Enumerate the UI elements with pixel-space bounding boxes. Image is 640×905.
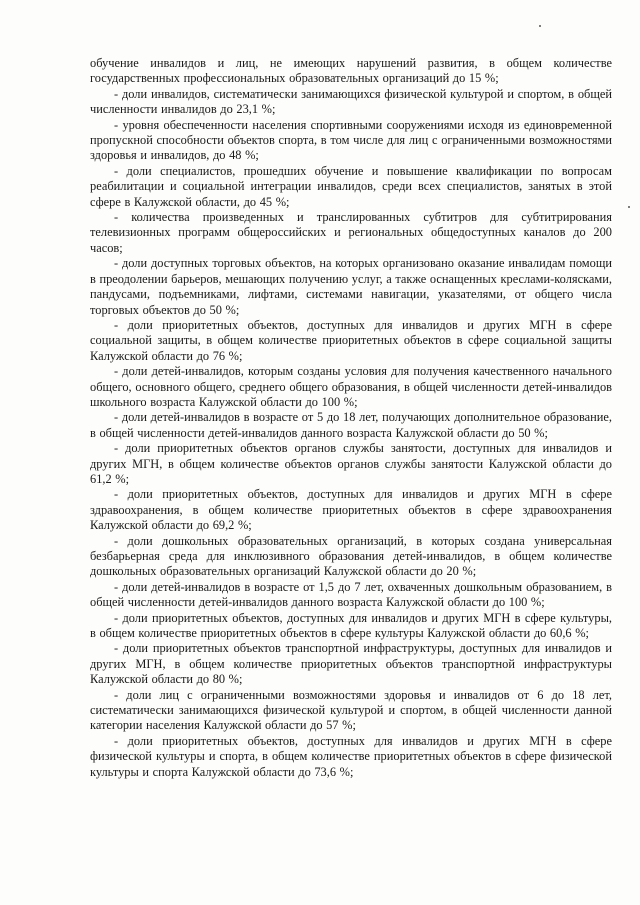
paragraph: - уровня обеспеченности населения спортивными сооружениями исходя из единовременной пропускной способности объектов спорта, в том числе для лиц с ограниченными возможностями здоровья и инвалидов, до 48 %; xyxy=(90,117,612,163)
paragraph: - доли приоритетных объектов, доступных для инвалидов и других МГН в сфере здравоохранения, в общем количестве приоритетных объектов в сфере здравоохранения Калужской области до 69,2 %; xyxy=(90,487,612,533)
paragraph: - количества произведенных и транслированных субтитров для субтитрирования телевизионных программ общероссийских и региональных общедоступных каналов до 200 часов; xyxy=(90,210,612,255)
paragraph: - доли инвалидов, систематически занимающихся физической культурой и спортом, в общей численности инвалидов до 23,1 %; xyxy=(90,86,612,117)
paragraph: - доли приоритетных объектов, доступных для инвалидов и других МГН в сфере физической культуры и спорта, в общем количестве приоритетных объектов в сфере физической культуры и спорта Калужской области до 73,6 %; xyxy=(90,733,612,779)
paragraph: - доли приоритетных объектов, доступных для инвалидов и других МГН в сфере социальной защиты, в общем количестве приоритетных объектов в сфере социальной защиты Калужской области до 76 %; xyxy=(90,317,612,363)
paragraph: - доли дошкольных образовательных организаций, в которых создана универсальная безбарьерная среда для инклюзивного образования детей-инвалидов, в общем количестве дошкольных образовательных организаций Калужской области до 20 %; xyxy=(90,533,612,579)
scan-speck xyxy=(539,25,541,27)
paragraph: - доли приоритетных объектов транспортной инфраструктуры, доступных для инвалидов и других МГН, в общем количестве приоритетных объектов транспортной инфраструктуры Калужской области до 80 %; xyxy=(90,641,612,687)
paragraph: - доли приоритетных объектов органов службы занятости, доступных для инвалидов и других МГН, в общем количестве объектов органов службы занятости Калужской области до 61,2 %; xyxy=(90,441,612,486)
paragraph: - доли доступных торговых объектов, на которых организовано оказание инвалидам помощи в преодолении барьеров, мешающих получению услуг, а также оснащенных креслами-колясками, пандусами, подъемниками, лифтами, системами навигации, указателями, от общего числа торговых объектов до 50 %; xyxy=(90,256,612,317)
paragraph: - доли детей-инвалидов в возрасте от 5 до 18 лет, получающих дополнительное образование, в общей численности детей-инвалидов данного возраста Калужской области до 50 %; xyxy=(90,410,612,440)
paragraph: - доли специалистов, прошедших обучение и повышение квалификации по вопросам реабилитации и социальной интеграции инвалидов, среди всех специалистов, занятых в этой сфере в Калужской области, до 45 %; xyxy=(90,163,612,209)
paragraph: обучение инвалидов и лиц, не имеющих нарушений развития, в общем количестве государственных профессиональных образовательных организаций до 15 %; xyxy=(90,56,612,86)
scan-speck xyxy=(628,206,630,208)
paragraph: - доли детей-инвалидов в возрасте от 1,5 до 7 лет, охваченных дошкольным образованием, в общей численности детей-инвалидов данного возраста Калужской области до 100 %; xyxy=(90,579,612,610)
paragraph: - доли детей-инвалидов, которым созданы условия для получения качественного начального общего, основного общего, среднего общего образования, в общей численности детей-инвалидов школьного возраста Калужской области до 100 %; xyxy=(90,364,612,409)
paragraph: - доли приоритетных объектов, доступных для инвалидов и других МГН в сфере культуры, в общем количестве приоритетных объектов в сфере культуры Калужской области до 60,6 %; xyxy=(90,610,612,641)
paragraph: - доли лиц с ограниченными возможностями здоровья и инвалидов от 6 до 18 лет, систематически занимающихся физической культурой и спортом, в общей численности данной категории населения Калужской области до 57 %; xyxy=(90,687,612,733)
